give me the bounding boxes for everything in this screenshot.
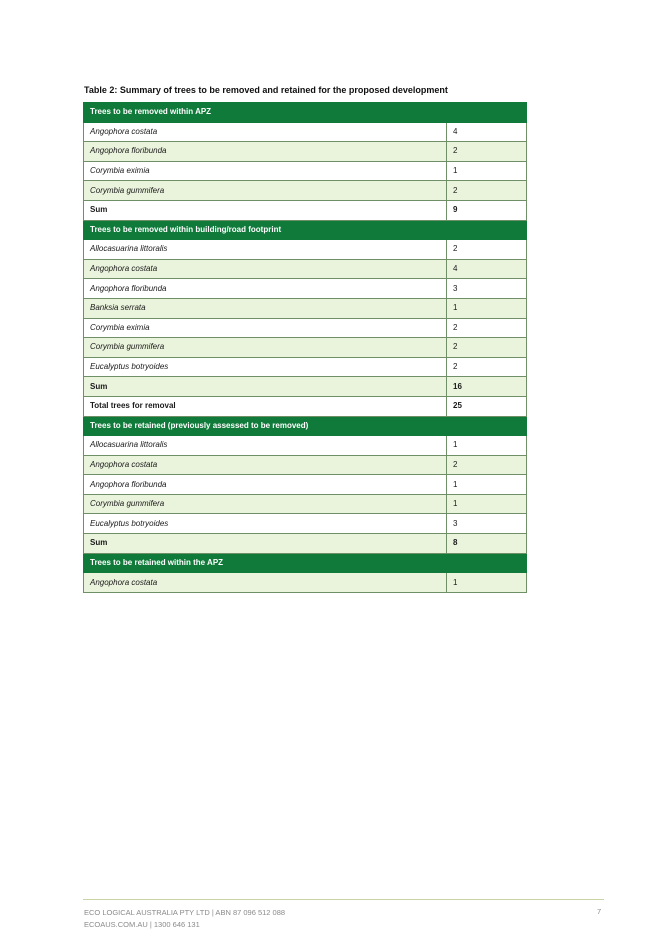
sum-row <box>84 534 527 554</box>
table-caption: Table 2: Summary of trees to be removed and retained for the proposed development <box>84 85 448 95</box>
table-row <box>84 142 527 162</box>
species-name: Angophora floribunda <box>84 475 447 495</box>
sum-value: 25 <box>447 396 527 416</box>
footer <box>84 907 285 931</box>
tree-count: 3 <box>447 514 527 534</box>
section-header-label: Trees to be retained (previously assessed to be removed) <box>84 416 527 436</box>
species-name: Allocasuarina littoralis <box>84 436 447 456</box>
tree-count: 2 <box>447 338 527 358</box>
tree-count: 1 <box>447 436 527 456</box>
table-row <box>84 161 527 181</box>
table-row <box>84 573 527 593</box>
sum-value: 8 <box>447 534 527 554</box>
section-header-label: Trees to be removed within building/road footprint <box>84 220 527 240</box>
species-name: Eucalyptus botryoides <box>84 514 447 534</box>
sum-row <box>84 377 527 397</box>
species-name: Angophora costata <box>84 122 447 142</box>
tree-count: 2 <box>447 318 527 338</box>
tree-count: 2 <box>447 455 527 475</box>
table-row <box>84 318 527 338</box>
tree-count: 4 <box>447 122 527 142</box>
sum-row <box>84 200 527 220</box>
species-name: Corymbia eximia <box>84 318 447 338</box>
section-header-row <box>84 416 527 436</box>
table-row <box>84 494 527 514</box>
tree-count: 1 <box>447 298 527 318</box>
section-header-label: Trees to be removed within APZ <box>84 103 527 123</box>
species-name: Eucalyptus botryoides <box>84 357 447 377</box>
sum-value: 16 <box>447 377 527 397</box>
tree-count: 3 <box>447 279 527 299</box>
tree-count: 2 <box>447 142 527 162</box>
table-row <box>84 240 527 260</box>
tree-count: 2 <box>447 357 527 377</box>
section-header-label: Trees to be retained within the APZ <box>84 553 527 573</box>
tree-count: 2 <box>447 181 527 201</box>
species-name: Corymbia eximia <box>84 161 447 181</box>
table-row <box>84 259 527 279</box>
section-header-row <box>84 103 527 123</box>
table-row <box>84 475 527 495</box>
tree-count: 4 <box>447 259 527 279</box>
table-row <box>84 338 527 358</box>
table-row <box>84 455 527 475</box>
species-name: Corymbia gummifera <box>84 338 447 358</box>
species-name: Corymbia gummifera <box>84 181 447 201</box>
table-row <box>84 514 527 534</box>
tree-count: 1 <box>447 475 527 495</box>
section-header-row <box>84 553 527 573</box>
species-name: Banksia serrata <box>84 298 447 318</box>
sum-row <box>84 396 527 416</box>
species-name: Angophora costata <box>84 573 447 593</box>
table-row <box>84 279 527 299</box>
table-row <box>84 122 527 142</box>
footer-contact-line: ECOAUS.COM.AU | 1300 646 131 <box>84 920 200 929</box>
trees-summary-table <box>83 102 527 593</box>
section-header-row <box>84 220 527 240</box>
sum-label: Sum <box>84 534 447 554</box>
sum-value: 9 <box>447 200 527 220</box>
species-name: Allocasuarina littoralis <box>84 240 447 260</box>
sum-label: Total trees for removal <box>84 396 447 416</box>
table-row <box>84 298 527 318</box>
species-name: Angophora floribunda <box>84 279 447 299</box>
table-row <box>84 357 527 377</box>
species-name: Corymbia gummifera <box>84 494 447 514</box>
footer-divider <box>83 899 604 900</box>
sum-label: Sum <box>84 377 447 397</box>
page-number: 7 <box>597 907 602 916</box>
table-row <box>84 181 527 201</box>
tree-count: 1 <box>447 161 527 181</box>
species-name: Angophora floribunda <box>84 142 447 162</box>
species-name: Angophora costata <box>84 259 447 279</box>
table-row <box>84 436 527 456</box>
tree-count: 1 <box>447 494 527 514</box>
tree-count: 1 <box>447 573 527 593</box>
table-body <box>84 103 527 593</box>
footer-company-line: ECO LOGICAL AUSTRALIA PTY LTD | ABN 87 096 512 088 <box>84 908 286 917</box>
tree-count: 2 <box>447 240 527 260</box>
species-name: Angophora costata <box>84 455 447 475</box>
sum-label: Sum <box>84 200 447 220</box>
